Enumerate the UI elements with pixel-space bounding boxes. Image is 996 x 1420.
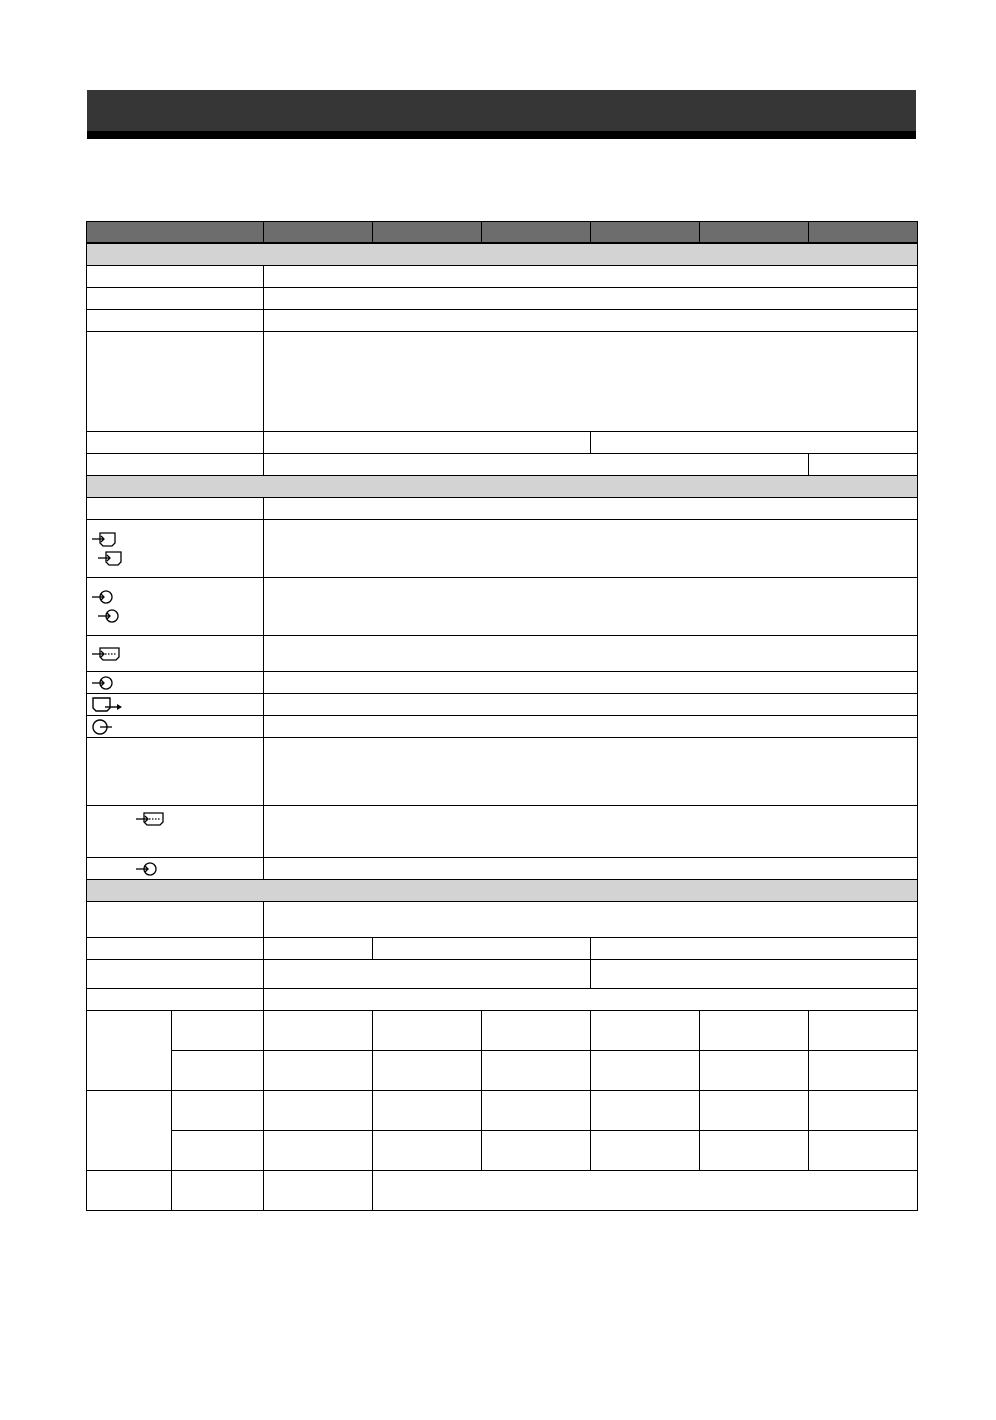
table-cell xyxy=(264,1171,373,1211)
section-row xyxy=(87,243,918,266)
table-row xyxy=(87,454,918,476)
table-cell xyxy=(809,1011,918,1051)
row-label xyxy=(87,858,264,880)
row-value xyxy=(591,960,918,989)
row-sublabel xyxy=(172,1131,264,1171)
table-row xyxy=(87,716,918,738)
row-value xyxy=(264,520,918,578)
page-title-bar xyxy=(87,90,916,139)
table-row xyxy=(87,1051,918,1091)
table-cell xyxy=(809,1091,918,1131)
row-value xyxy=(264,716,918,738)
row-label xyxy=(87,806,264,858)
table-row xyxy=(87,694,918,716)
row-label xyxy=(87,636,264,672)
table-cell xyxy=(264,1091,373,1131)
row-label xyxy=(87,716,264,738)
row-value xyxy=(264,310,918,332)
row-sublabel xyxy=(172,1171,264,1211)
header-model-2 xyxy=(373,222,482,244)
row-group-label xyxy=(87,1171,172,1211)
table-cell xyxy=(373,1011,482,1051)
table-cell xyxy=(482,1131,591,1171)
table-cell xyxy=(700,1131,809,1171)
table-row xyxy=(87,1091,918,1131)
row-value xyxy=(264,858,918,880)
table-row xyxy=(87,960,918,989)
row-value xyxy=(809,454,918,476)
row-value xyxy=(264,498,918,520)
table-cell xyxy=(700,1011,809,1051)
row-sublabel xyxy=(172,1091,264,1131)
table-row xyxy=(87,288,918,310)
row-label xyxy=(87,266,264,288)
audio-input-icon xyxy=(91,674,263,692)
row-value xyxy=(264,672,918,694)
table-row xyxy=(87,310,918,332)
table-cell xyxy=(591,1131,700,1171)
table-header-row xyxy=(87,222,918,244)
table-row xyxy=(87,938,918,960)
row-label xyxy=(87,902,264,938)
row-sublabel xyxy=(172,1011,264,1051)
row-label xyxy=(87,432,264,454)
page-title xyxy=(87,100,99,120)
table-row xyxy=(87,806,918,858)
table-row xyxy=(87,266,918,288)
header-model-1 xyxy=(264,222,373,244)
table-cell xyxy=(482,1011,591,1051)
table-row xyxy=(87,498,918,520)
pc-input-icon xyxy=(91,810,263,828)
row-value xyxy=(264,288,918,310)
table-row xyxy=(87,1131,918,1171)
row-value xyxy=(264,266,918,288)
row-label xyxy=(87,454,264,476)
row-group-label xyxy=(87,1091,172,1171)
specifications-table xyxy=(86,221,918,1211)
component-input-icon xyxy=(91,588,263,606)
table-row xyxy=(87,1011,918,1051)
section-row xyxy=(87,476,918,498)
row-label xyxy=(87,310,264,332)
table-row xyxy=(87,858,918,880)
row-sublabel xyxy=(172,1051,264,1091)
hdmi-input-icon xyxy=(91,530,263,548)
row-value xyxy=(591,432,918,454)
row-label xyxy=(87,520,264,578)
table-cell xyxy=(591,1011,700,1051)
section-row xyxy=(87,880,918,902)
component-input-icon xyxy=(91,607,263,625)
row-label xyxy=(87,960,264,989)
table-cell xyxy=(264,1131,373,1171)
table-cell xyxy=(373,1131,482,1171)
headphone-output-icon xyxy=(91,718,263,736)
audio-input-icon xyxy=(91,860,263,878)
table-row xyxy=(87,672,918,694)
header-model-4 xyxy=(591,222,700,244)
table-row xyxy=(87,1171,918,1211)
row-value xyxy=(264,694,918,716)
table-cell xyxy=(482,1051,591,1091)
hdmi-input-icon xyxy=(91,549,263,567)
table-row xyxy=(87,636,918,672)
table-row xyxy=(87,578,918,636)
table-cell xyxy=(700,1091,809,1131)
header-model-6 xyxy=(809,222,918,244)
row-value xyxy=(264,806,918,858)
row-value xyxy=(264,960,591,989)
row-value xyxy=(264,938,373,960)
row-label xyxy=(87,332,264,432)
row-value xyxy=(591,938,918,960)
row-label xyxy=(87,989,264,1011)
header-model-3 xyxy=(482,222,591,244)
table-cell xyxy=(264,1051,373,1091)
row-label xyxy=(87,288,264,310)
section-heading xyxy=(87,243,918,266)
row-group-label xyxy=(87,1011,172,1091)
table-cell xyxy=(591,1091,700,1131)
table-row xyxy=(87,520,918,578)
table-row xyxy=(87,989,918,1011)
row-label xyxy=(87,938,264,960)
table-row xyxy=(87,432,918,454)
row-value xyxy=(264,432,591,454)
row-value xyxy=(264,636,918,672)
row-value xyxy=(264,454,809,476)
row-value xyxy=(373,938,591,960)
row-label xyxy=(87,578,264,636)
row-label xyxy=(87,694,264,716)
pc-input-icon xyxy=(91,645,263,663)
row-label xyxy=(87,738,264,806)
row-value xyxy=(264,332,918,432)
table-cell xyxy=(809,1051,918,1091)
table-cell xyxy=(373,1051,482,1091)
table-cell xyxy=(373,1171,918,1211)
table-cell xyxy=(482,1091,591,1131)
row-value xyxy=(264,902,918,938)
table-row xyxy=(87,902,918,938)
table-cell xyxy=(591,1051,700,1091)
row-label xyxy=(87,672,264,694)
table-row xyxy=(87,738,918,806)
row-value xyxy=(264,578,918,636)
monitor-output-icon xyxy=(91,696,263,714)
table-cell xyxy=(373,1091,482,1131)
section-heading xyxy=(87,476,918,498)
table-cell xyxy=(809,1131,918,1171)
header-model-5 xyxy=(700,222,809,244)
table-row xyxy=(87,332,918,432)
section-heading xyxy=(87,880,918,902)
table-cell xyxy=(264,1011,373,1051)
row-value xyxy=(264,989,918,1011)
row-value xyxy=(264,738,918,806)
row-label xyxy=(87,498,264,520)
header-label xyxy=(87,222,264,244)
table-cell xyxy=(700,1051,809,1091)
